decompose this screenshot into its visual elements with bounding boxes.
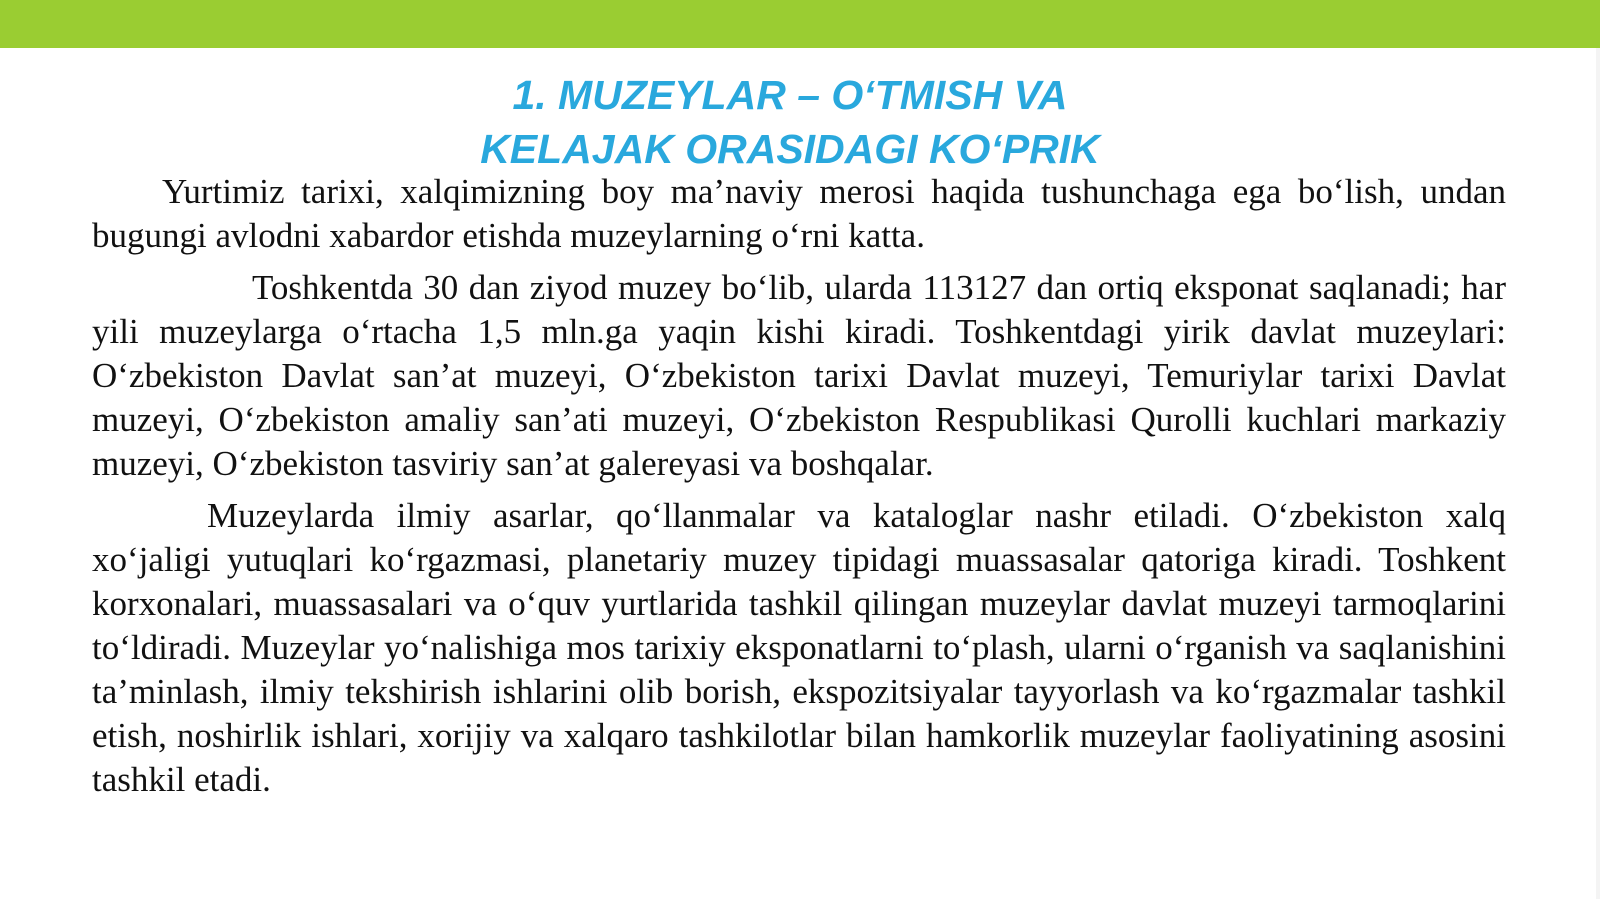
paragraph-3: Muzeylarda ilmiy asarlar, qo‘llanmalar va kataloglar nashr etiladi. O‘zbekiston xalq xo‘jaligi yutuqlari ko‘rgazmasi, planetariy muzey tipidagi muassasalar qatoriga kiradi. Toshkent korxonalari, muassasalari va o‘quv yurtlarida tashkil qilingan muzeylar davlat muzeyi tarmoqlarini to‘ldiradi. Muzeylar yo‘nalishiga mos tarixiy eksponatlarni to‘plash, ularni o‘rganish va saqlanishini ta’minlash, ilmiy tekshirish ishlarini olib borish, ekspozitsiyalar tayyorlash va ko‘rgazmalar tashkil etish, noshirlik ishlari, xorijiy va xalqaro tashkilotlar bilan hamkorlik muzeylar faoliyatining asosini tashkil etadi.: [92, 496, 1506, 799]
slide-title: [0, 68, 1580, 176]
top-accent-bar: [0, 0, 1600, 48]
paragraph-2: Toshkentda 30 dan ziyod muzey bo‘lib, ularda 113127 dan ortiq eksponat saqlanadi; har yili muzeylarga o‘rtacha 1,5 mln.ga yaqin kishi kiradi. Toshkentdagi yirik davlat muzeylari: O‘zbekiston Davlat san’at muzeyi, O‘zbekiston tarixi Davlat muzeyi, Temuriylar tarixi Davlat muzeyi, O‘zbekiston amaliy san’ati muzeyi, O‘zbekiston Respublikasi Qurolli kuchlari markaziy muzeyi, O‘zbekiston tasviriy san’at galereyasi va boshqalar.: [92, 268, 1506, 483]
title-line-1: 1. MUZEYLAR – O‘TMISH VA: [512, 72, 1068, 118]
slide-body: [92, 170, 1506, 802]
title-line-2: KELAJAK ORASIDAGI KO‘PRIK: [480, 126, 1100, 172]
right-edge-shade: [1596, 48, 1600, 899]
paragraph-1: Yurtimiz tarixi, xalqimizning boy ma’naviy merosi haqida tushunchaga ega bo‘lish, undan bugungi avlodni xabardor etishda muzeylarning o‘rni katta.: [92, 172, 1506, 255]
